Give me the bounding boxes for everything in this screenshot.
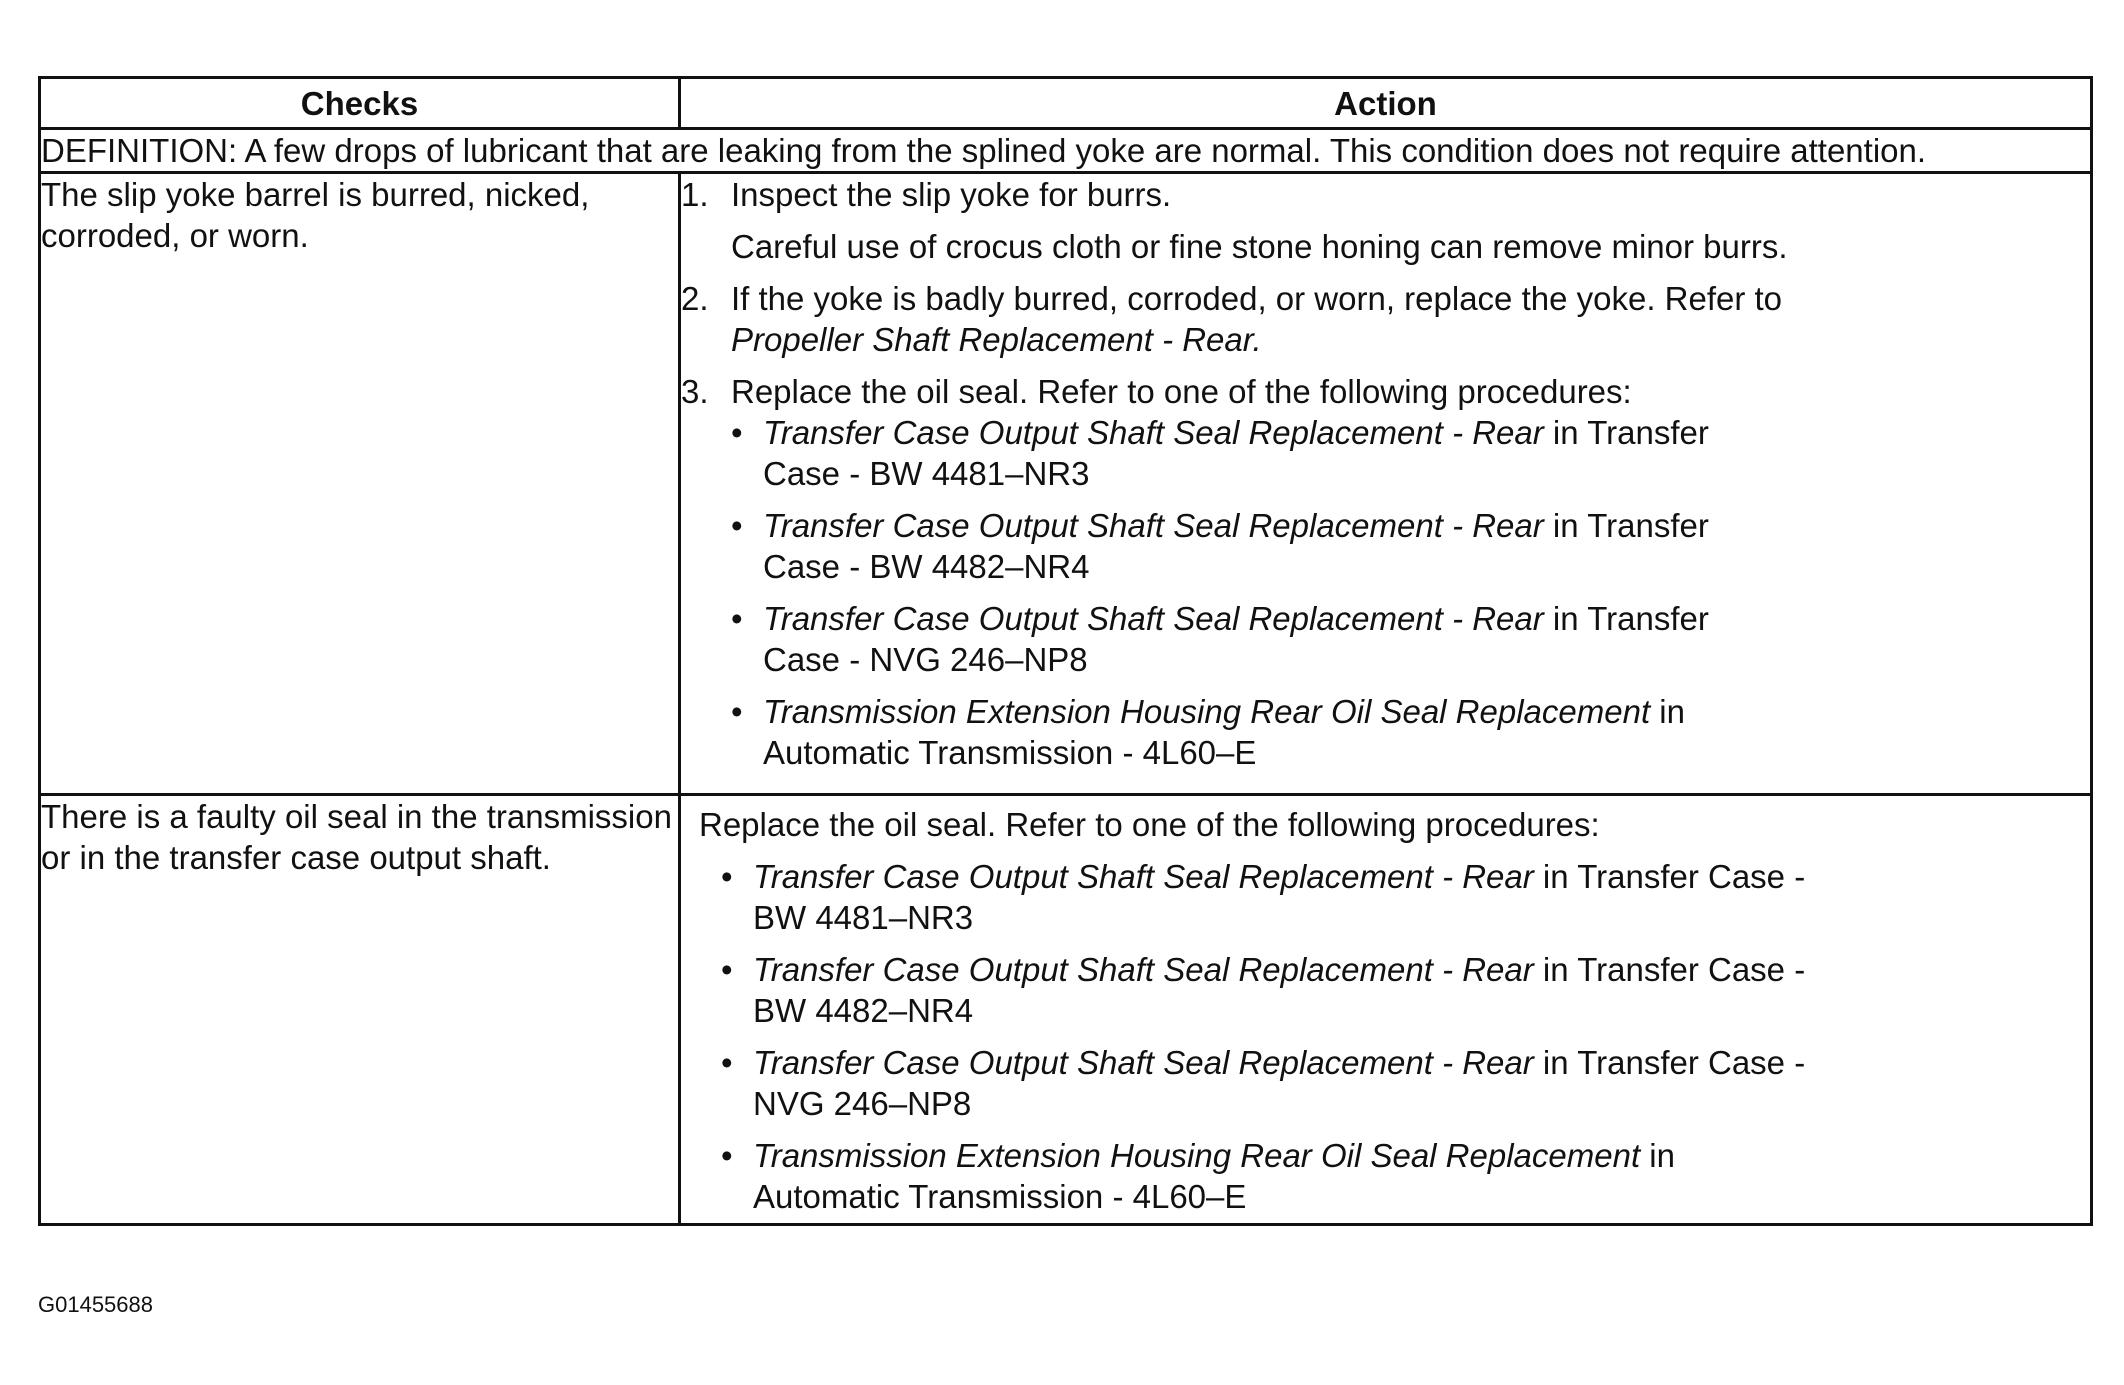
bullet-icon: •	[721, 951, 733, 988]
action-step	[681, 174, 2090, 267]
bullet-icon: •	[731, 693, 743, 730]
bullet-icon: •	[731, 600, 743, 637]
column-header-action: Action	[680, 78, 2092, 129]
step-text: Replace the oil seal. Refer to one of the following procedures:	[731, 373, 1632, 410]
step-number: 3.	[681, 373, 709, 410]
action-step	[681, 371, 2090, 773]
procedure-reference: Propeller Shaft Replacement - Rear.	[731, 321, 1262, 358]
step-text: Inspect the slip yoke for burrs.	[731, 176, 1172, 213]
list-item	[731, 505, 1731, 587]
action-step	[681, 278, 2090, 360]
column-header-checks: Checks	[40, 78, 680, 129]
procedure-title: Transfer Case Output Shaft Seal Replacement - Rear	[753, 858, 1534, 895]
bullet-icon: •	[721, 1137, 733, 1174]
procedure-location: in Transfer Case - BW 4482–NR4	[753, 951, 1806, 1029]
definition-text: DEFINITION: A few drops of lubricant that are leaking from the splined yoke are normal. This condition does not require attention.	[40, 129, 2092, 173]
step-body	[731, 278, 2090, 360]
procedure-title: Transfer Case Output Shaft Seal Replacement - Rear	[753, 951, 1534, 988]
list-item	[721, 1135, 1821, 1217]
table-row	[40, 795, 2092, 1225]
procedure-location: in Transfer Case - BW 4481–NR3	[763, 414, 1709, 492]
procedure-title: Transfer Case Output Shaft Seal Replacement - Rear	[763, 600, 1544, 637]
procedure-title: Transmission Extension Housing Rear Oil Seal Replacement	[753, 1137, 1641, 1174]
step-text: If the yoke is badly burred, corroded, or worn, replace the yoke. Refer to	[731, 280, 1783, 317]
figure-id: G01455688	[38, 1292, 153, 1317]
procedure-list	[721, 856, 1821, 1217]
procedure-location: in Transfer Case - BW 4481–NR3	[753, 858, 1806, 936]
procedure-location: in Transfer Case - NVG 246–NP8	[763, 600, 1709, 678]
list-item	[721, 949, 1821, 1031]
header-row	[40, 78, 2092, 129]
procedure-title: Transfer Case Output Shaft Seal Replacement - Rear	[763, 507, 1544, 544]
diagnostic-table	[38, 76, 2093, 1226]
procedure-title: Transmission Extension Housing Rear Oil Seal Replacement	[763, 693, 1651, 730]
list-item	[731, 691, 1731, 773]
list-item	[721, 1042, 1821, 1124]
list-item	[721, 856, 1821, 938]
procedure-title: Transfer Case Output Shaft Seal Replacement - Rear	[763, 414, 1544, 451]
action-intro: Replace the oil seal. Refer to one of the following procedures:	[699, 806, 1600, 843]
bullet-icon: •	[731, 507, 743, 544]
table-row	[40, 173, 2092, 795]
check-cell: The slip yoke barrel is burred, nicked, corroded, or worn.	[40, 173, 680, 795]
action-cell	[680, 795, 2092, 1225]
step-number: 1.	[681, 176, 709, 213]
step-body	[731, 174, 2090, 267]
step-number: 2.	[681, 280, 709, 317]
bullet-icon: •	[721, 1044, 733, 1081]
step-body	[731, 371, 2090, 773]
procedure-location: in Transfer Case - NVG 246–NP8	[753, 1044, 1806, 1122]
procedure-location: in Automatic Transmission - 4L60–E	[763, 693, 1685, 771]
step-note: Careful use of crocus cloth or fine stone honing can remove minor burrs.	[731, 228, 1788, 265]
procedure-location: in Automatic Transmission - 4L60–E	[753, 1137, 1675, 1215]
procedure-location: in Transfer Case - BW 4482–NR4	[763, 507, 1709, 585]
definition-row	[40, 129, 2092, 173]
list-item	[731, 412, 1731, 494]
procedure-title: Transfer Case Output Shaft Seal Replacement - Rear	[753, 1044, 1534, 1081]
procedure-list	[731, 412, 1731, 773]
diagnostic-table-container	[38, 76, 2090, 1226]
check-cell: There is a faulty oil seal in the transmission or in the transfer case output shaft.	[40, 795, 680, 1225]
list-item	[731, 598, 1731, 680]
action-cell	[680, 173, 2092, 795]
bullet-icon: •	[721, 858, 733, 895]
bullet-icon: •	[731, 414, 743, 451]
